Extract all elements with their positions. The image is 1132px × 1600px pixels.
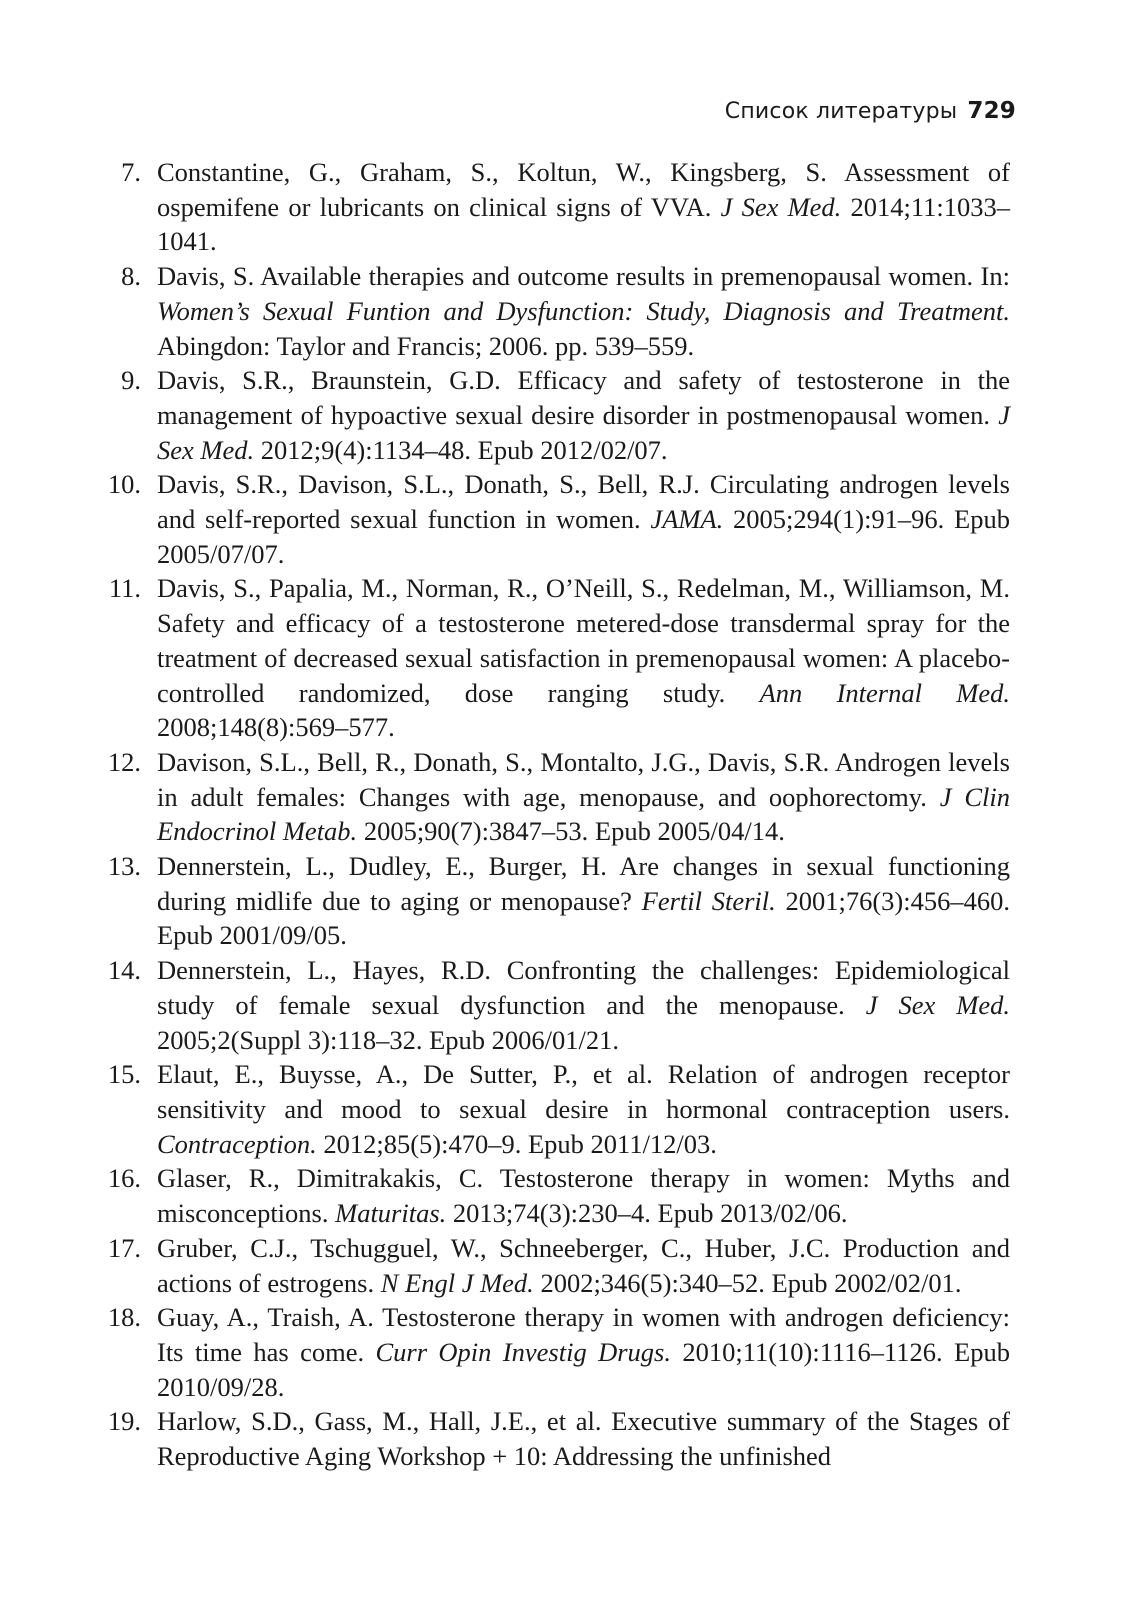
reference-number: 13. [107, 851, 141, 882]
journal-title: Women’s Sexual Funtion and Dysfunction: Study, Diagnosis and Treatment. [157, 295, 1010, 326]
journal-title: N Engl J Med. [380, 1267, 534, 1298]
reference-segment: Davison, S.L., Bell, R., Donath, S., Montalto, J.G., Davis, S.R. Androgen levels in adult females: Changes with age, menopause, and oophorectomy. [157, 746, 1010, 812]
journal-title: JAMA. [650, 504, 724, 535]
reference-list [105, 155, 1010, 1474]
journal-title: Ann Internal Med. [759, 677, 1010, 708]
reference-text [157, 851, 1010, 950]
reference-segment: Davis, S. Available therapies and outcome results in premenopausal women. In: [157, 261, 1010, 292]
reference-segment: 2002;346(5):340–52. Epub 2002/02/01. [533, 1267, 962, 1298]
reference-segment: Harlow, S.D., Gass, M., Hall, J.E., et al. Executive summary of the Stages of Reproductive Aging Workshop + 10: Addressing the unfinished [157, 1406, 1010, 1472]
reference-text [157, 1302, 1010, 1401]
journal-title: J Clin Endocrinol Metab. [157, 781, 1010, 847]
reference-segment: 2008;148(8):569–577. [157, 712, 395, 743]
reference-text [157, 365, 1010, 464]
reference-segment: 2010;11(10):1116–1126. Epub 2010/09/28. [157, 1336, 1010, 1402]
reference-segment: 2005;90(7):3847–53. Epub 2005/04/14. [357, 816, 785, 847]
journal-title: Maturitas. [335, 1198, 447, 1229]
reference-item [105, 849, 1010, 953]
section-title: Список литературы [724, 99, 958, 124]
reference-text [157, 1059, 1010, 1158]
journal-title: Curr Opin Investig Drugs. [375, 1336, 671, 1367]
reference-segment: 2012;85(5):470–9. Epub 2011/12/03. [316, 1128, 717, 1159]
reference-segment: Dennerstein, L., Dudley, E., Burger, H. Are changes in sexual functioning during midlife due to aging or menopause? [157, 851, 1010, 916]
reference-segment: Guay, A., Traish, A. Testosterone therapy in women with androgen deficiency: Its time has come. [157, 1302, 1010, 1367]
reference-item [105, 571, 1010, 745]
reference-number: 8. [121, 261, 141, 292]
reference-segment: Constantine, G., Graham, S., Koltun, W., Kingsberg, S. Assessment of ospemifene or lubricants on clinical signs of VVA. [157, 157, 1010, 222]
reference-segment: Davis, S.R., Davison, S.L., Donath, S., Bell, R.J. Circulating androgen levels and self-reported sexual function in women. [157, 469, 1010, 535]
reference-number: 16. [107, 1163, 141, 1194]
reference-segment: Davis, S.R., Braunstein, G.D. Efficacy and safety of testosterone in the management of hypoactive sexual desire disorder in postmenopausal women. [157, 365, 1010, 430]
reference-item [105, 1404, 1010, 1473]
reference-text [157, 1233, 1010, 1298]
reference-segment: Davis, S., Papalia, M., Norman, R., O’Neill, S., Redelman, M., Williamson, M. Safety and efficacy of a testosterone metered-dose transdermal spray for the treatment of decreased sexual satisfaction in premenopausal women: A placebo-controlled randomized, dose ranging study. [157, 573, 1010, 708]
reference-text [157, 747, 1010, 846]
reference-item [105, 745, 1010, 849]
journal-title: Contraception. [157, 1128, 317, 1159]
reference-number: 11. [108, 573, 141, 604]
reference-item [105, 155, 1010, 259]
reference-text [157, 469, 1010, 568]
reference-item [105, 1300, 1010, 1404]
reference-segment: 2005;2(Suppl 3):118–32. Epub 2006/01/21. [157, 1024, 620, 1055]
journal-title: J Sex Med. [720, 191, 842, 222]
reference-number: 10. [107, 469, 141, 500]
reference-item [105, 259, 1010, 363]
reference-number: 19. [107, 1406, 141, 1437]
journal-title: Fertil Steril. [641, 885, 776, 916]
reference-number: 14. [107, 955, 141, 986]
running-header [725, 98, 1016, 124]
reference-text [157, 1406, 1010, 1471]
reference-number: 15. [107, 1059, 141, 1090]
reference-segment: Dennerstein, L., Hayes, R.D. Confronting the challenges: Epidemiological study of female sexual dysfunction and the menopause. [157, 955, 1010, 1020]
reference-item [105, 1057, 1010, 1161]
reference-text [157, 573, 1010, 742]
reference-item [105, 467, 1010, 571]
page-number: 729 [967, 98, 1016, 124]
journal-title: J Sex Med. [865, 989, 1011, 1020]
reference-segment: Abingdon: Taylor and Francis; 2006. pp. 539–559. [157, 330, 695, 361]
reference-text [157, 261, 1010, 360]
reference-number: 18. [107, 1302, 141, 1333]
reference-item [105, 953, 1010, 1057]
reference-segment: Gruber, C.J., Tschugguel, W., Schneeberger, C., Huber, J.C. Production and actions of estrogens. [157, 1232, 1010, 1298]
reference-segment: 2013;74(3):230–4. Epub 2013/02/06. [446, 1198, 848, 1229]
reference-segment: 2005;294(1):91–96. Epub 2005/07/07. [157, 504, 1010, 569]
reference-item [105, 363, 1010, 467]
reference-segment: 2014;11:1033–1041. [157, 191, 1010, 257]
reference-number: 17. [107, 1232, 141, 1263]
reference-text [157, 157, 1010, 256]
reference-item [105, 1231, 1010, 1300]
reference-text [157, 1163, 1010, 1228]
reference-segment: 2012;9(4):1134–48. Epub 2012/02/07. [254, 434, 668, 465]
reference-segment: Elaut, E., Buysse, A., De Sutter, P., et al. Relation of androgen receptor sensitivity and mood to sexual desire in hormonal contraception users. [157, 1059, 1010, 1124]
reference-segment: 2001;76(3):456–460. Epub 2001/09/05. [157, 885, 1010, 951]
journal-title: J Sex Med. [157, 399, 1010, 465]
reference-number: 7. [121, 157, 141, 187]
reference-text [157, 955, 1010, 1054]
reference-number: 12. [107, 746, 141, 777]
reference-segment: Glaser, R., Dimitrakakis, C. Testosterone therapy in women: Myths and misconceptions. [157, 1163, 1010, 1229]
reference-number: 9. [121, 365, 141, 396]
reference-item [105, 1161, 1010, 1230]
